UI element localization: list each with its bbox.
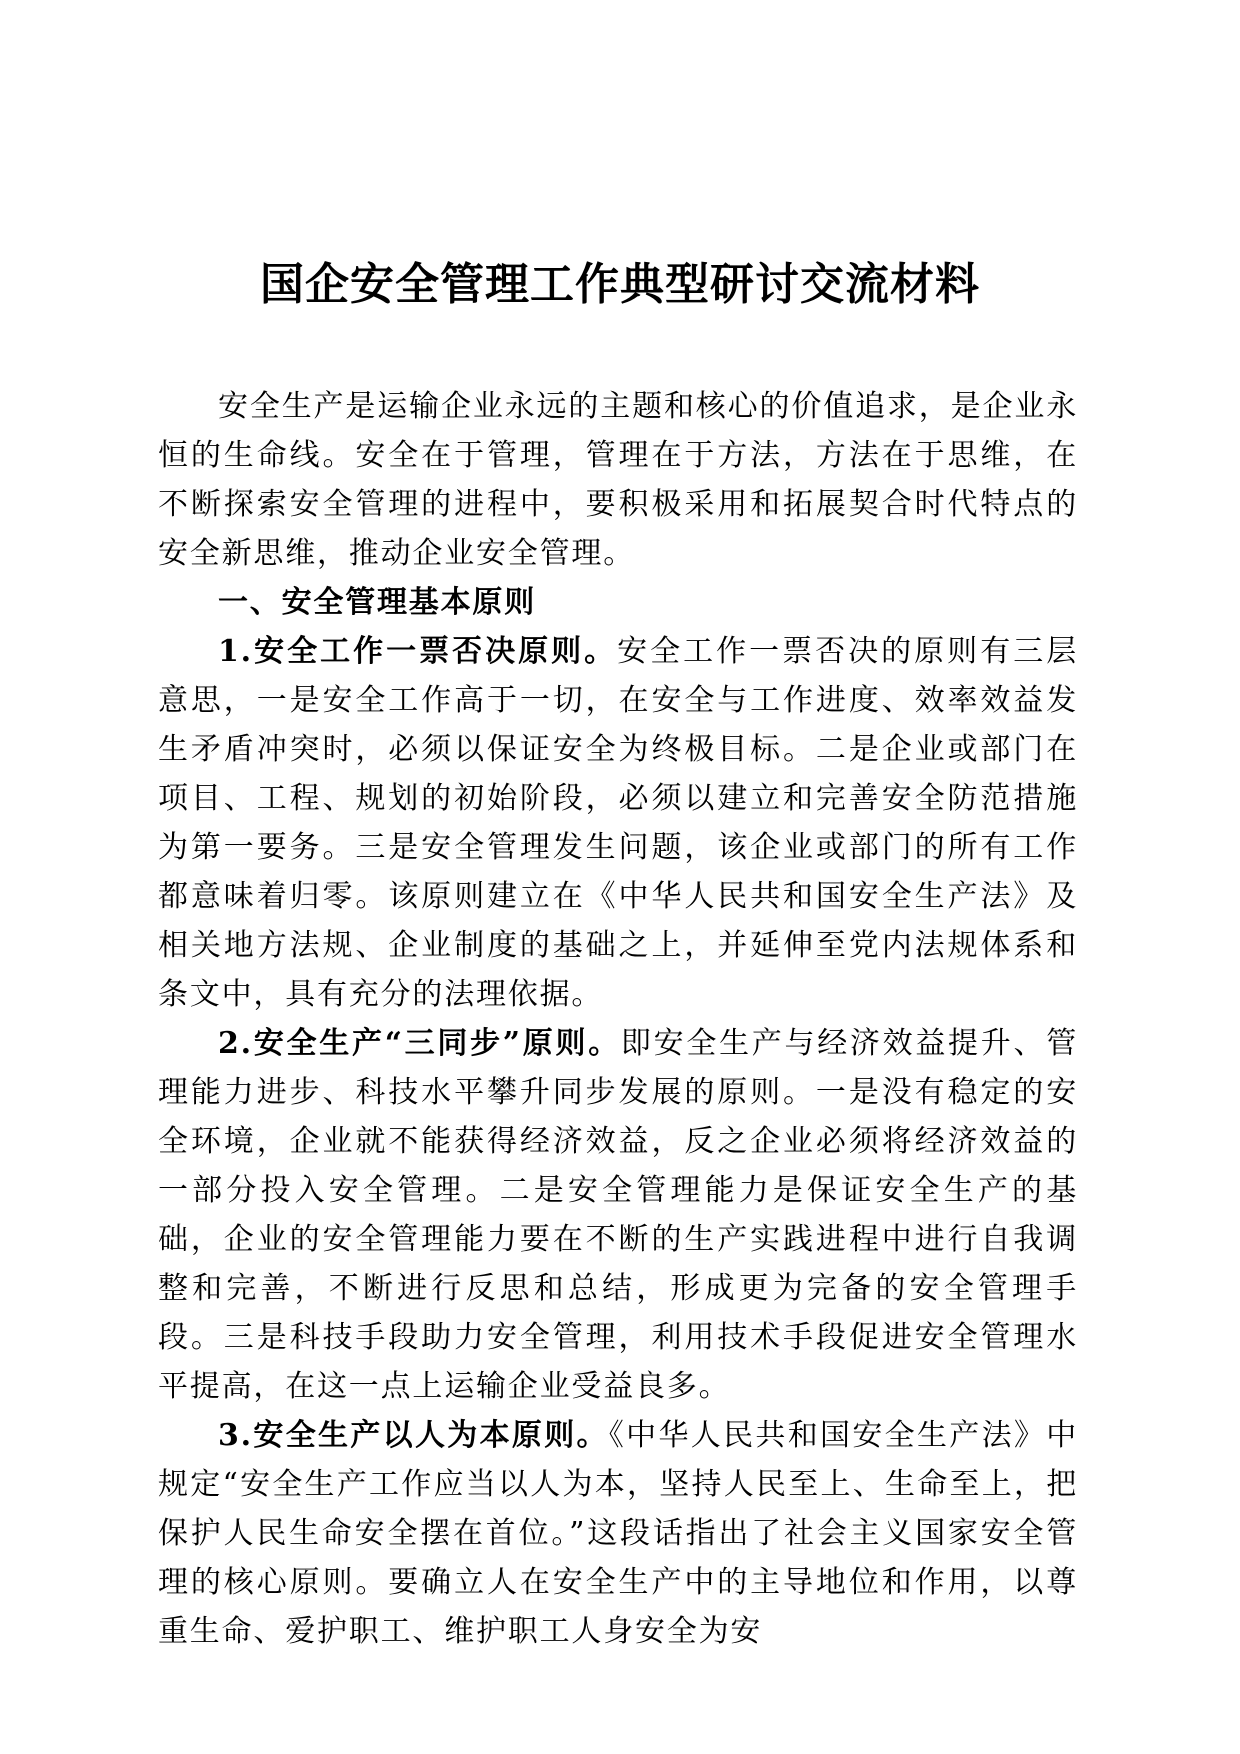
principle-text-3: 《中华人民共和国安全生产法》中规定“安全生产工作应当以人为本，坚持人民至上、生命至上，把保护人民生命安全摆在首位。”这段话指出了社会主义国家安全管理的核心原则。要确立人在安全生产中的主导地位和作用，以尊重生命、爱护职工、维护职工人身安全为安 [158, 1418, 1079, 1649]
principle-text-1: 安全工作一票否决的原则有三层意思，一是安全工作高于一切，在安全与工作进度、效率效益发生矛盾冲突时，必须以保证安全为终极目标。二是企业或部门在项目、工程、规划的初始阶段，必须以建立和完善安全防范措施为第一要务。三是安全管理发生问题，该企业或部门的所有工作都意味着归零。该原则建立在《中华人民共和国安全生产法》及相关地方法规、企业制度的基础之上，并延伸至党内法规体系和条文中，具有充分的法理依据。 [158, 634, 1078, 1012]
principle-lead-2: 2.安全生产“三同步”原则。 [218, 1026, 621, 1061]
principle-lead-1: 1.安全工作一票否决原则。 [218, 634, 618, 669]
principle-text-2: 即安全生产与经济效益提升、管理能力进步、科技水平攀升同步发展的原则。一是没有稳定的安全环境，企业就不能获得经济效益，反之企业必须将经济效益的一部分投入安全管理。二是安全管理能力是保证安全生产的基础，企业的安全管理能力要在不断的生产实践进程中进行自我调整和完善，不断进行反思和总结，形成更为完备的安全管理手段。三是科技手段助力安全管理，利用技术手段促进安全管理水平提高，在这一点上运输企业受益良多。 [158, 1026, 1079, 1404]
intro-paragraph: 安全生产是运输企业永远的主题和核心的价值追求，是企业永恒的生命线。安全在于管理，管理在于方法，方法在于思维，在不断探索安全管理的进程中，要积极采用和拓展契合时代特点的安全新思维，推动企业安全管理。 [158, 389, 1078, 571]
section-heading: 一、安全管理基本原则 [218, 585, 536, 620]
principle-paragraph-2 [158, 1019, 1078, 1411]
document-body [158, 382, 1078, 1656]
principle-lead-3: 3.安全生产以人为本原则。 [218, 1418, 609, 1453]
principle-paragraph-3 [158, 1411, 1078, 1656]
principle-paragraph-1 [158, 627, 1078, 1019]
document-title: 国企安全管理工作典型研讨交流材料 [260, 259, 980, 310]
